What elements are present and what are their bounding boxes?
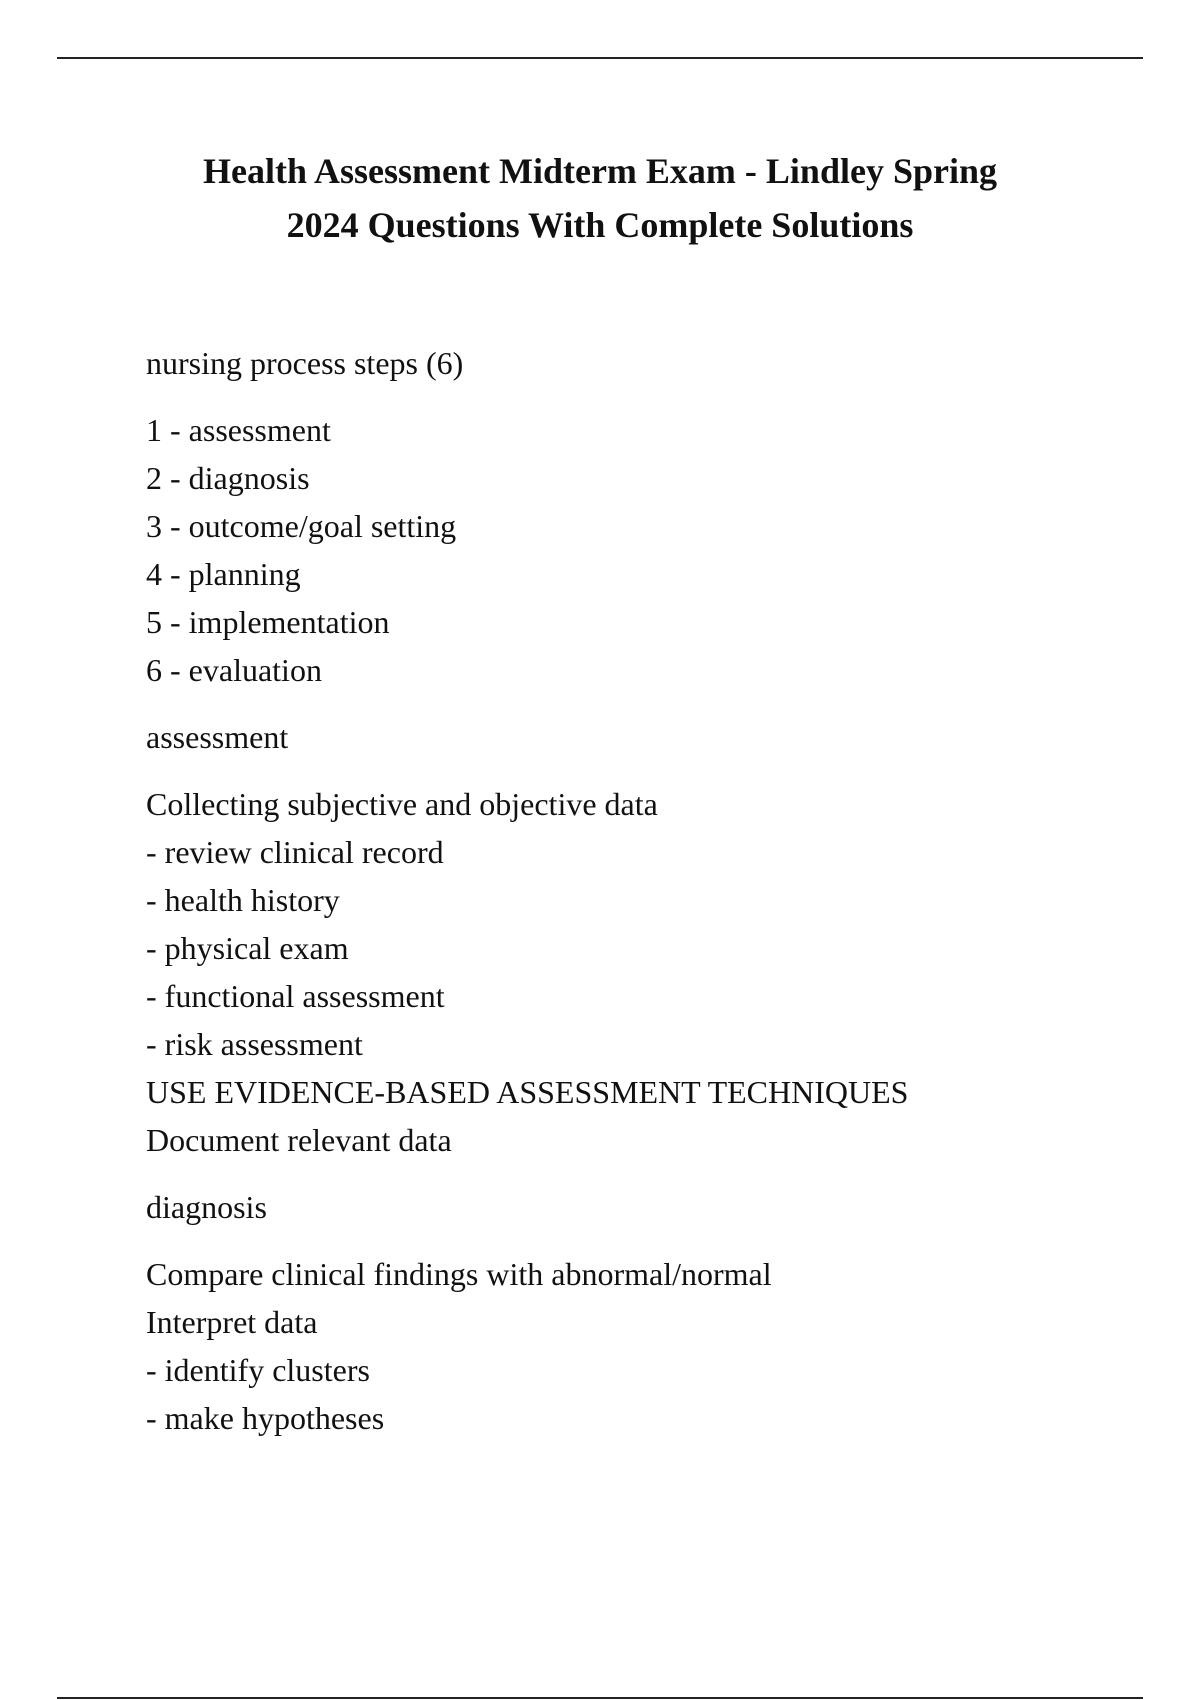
document-body [146, 339, 1146, 1461]
answer-line: - identify clusters [146, 1352, 370, 1388]
question-text: assessment [146, 719, 289, 755]
answer-line: - risk assessment [146, 1026, 363, 1062]
answer-line: 6 - evaluation [146, 652, 322, 688]
answer-line: - review clinical record [146, 834, 444, 870]
footer-rule [57, 1697, 1143, 1699]
document-title [60, 144, 1140, 252]
answer-definition [146, 406, 1146, 694]
answer-line: USE EVIDENCE-BASED ASSESSMENT TECHNIQUES [146, 1074, 909, 1110]
question-text: nursing process steps (6) [146, 345, 464, 381]
question-term [146, 1183, 1146, 1231]
answer-line: 4 - planning [146, 556, 301, 592]
answer-definition [146, 780, 1146, 1164]
answer-line: Collecting subjective and objective data [146, 786, 658, 822]
answer-line: - functional assessment [146, 978, 445, 1014]
answer-line: Compare clinical findings with abnormal/normal [146, 1256, 772, 1292]
question-term [146, 713, 1146, 761]
answer-line: 5 - implementation [146, 604, 390, 640]
title-line-1: Health Assessment Midterm Exam - Lindley Spring [202, 151, 997, 191]
answer-line: - make hypotheses [146, 1400, 385, 1436]
answer-line: 2 - diagnosis [146, 460, 310, 496]
answer-line: Document relevant data [146, 1122, 452, 1158]
answer-line: - physical exam [146, 930, 349, 966]
question-text: diagnosis [146, 1189, 267, 1225]
answer-line: 3 - outcome/goal setting [146, 508, 457, 544]
header-rule [57, 57, 1143, 59]
answer-definition [146, 1250, 1146, 1442]
answer-line: - health history [146, 882, 340, 918]
question-term [146, 339, 1146, 387]
answer-line: 1 - assessment [146, 412, 331, 448]
answer-line: Interpret data [146, 1304, 318, 1340]
title-line-2: 2024 Questions With Complete Solutions [286, 205, 914, 245]
